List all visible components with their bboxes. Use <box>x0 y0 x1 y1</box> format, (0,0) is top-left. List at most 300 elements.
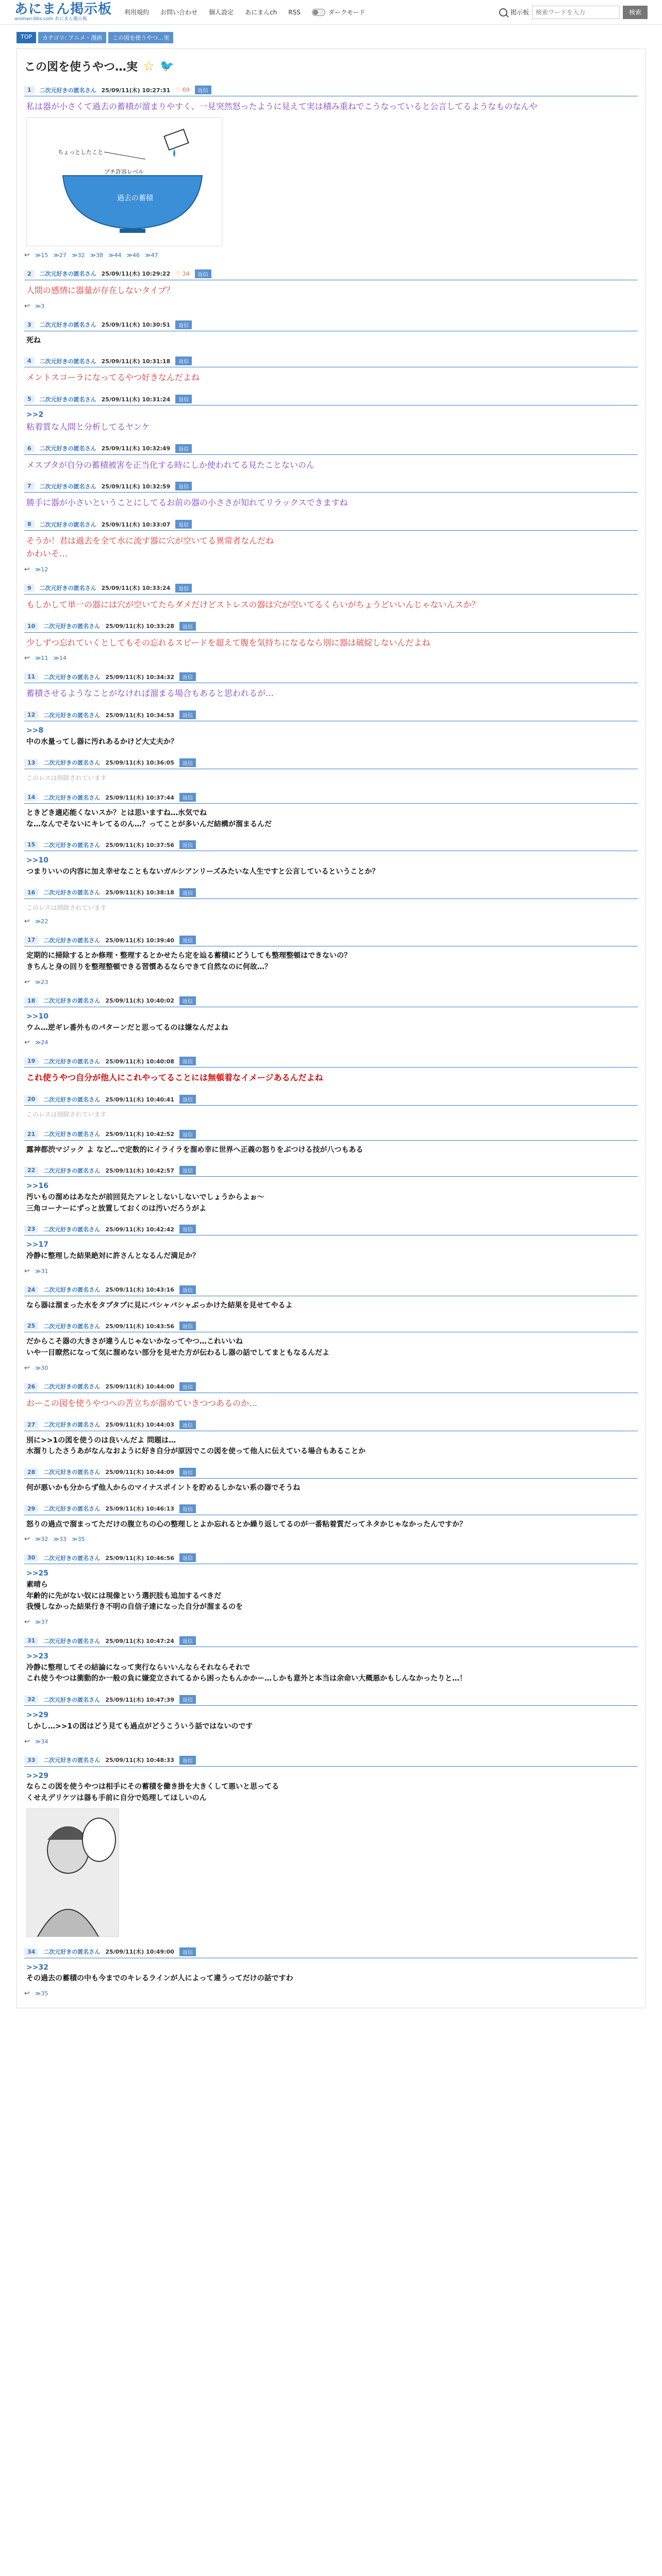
reply-anchor[interactable]: >>8 <box>26 726 44 735</box>
reply-list <box>24 1364 638 1372</box>
reply-link[interactable]: ≫23 <box>35 978 48 986</box>
reply-button[interactable]: 返信 <box>179 1057 196 1065</box>
post-body <box>24 851 638 877</box>
post-author: 二次元好きの匿名さん <box>43 759 101 767</box>
like-count[interactable]: ♡ 69 <box>175 87 190 93</box>
logo-subtext: animan-bbs.com あにまん掲示板 <box>14 16 88 22</box>
post <box>24 357 638 384</box>
post-date: 25/09/11(木) 10:33:24 <box>101 585 171 592</box>
reply-button[interactable]: 返信 <box>179 1468 196 1477</box>
reply-link[interactable]: ≫37 <box>35 1619 48 1626</box>
thread-title-row <box>24 58 638 74</box>
post-body <box>24 1767 638 1804</box>
reply-anchor[interactable]: >>10 <box>26 1012 48 1021</box>
reply-button[interactable]: 返信 <box>179 840 196 849</box>
post-author: 二次元好きの匿名さん <box>43 1469 101 1476</box>
nav-rss[interactable]: RSS <box>288 8 301 16</box>
post <box>24 1057 638 1084</box>
reply-button[interactable]: 返信 <box>179 1166 196 1175</box>
post <box>24 888 638 926</box>
post-header <box>24 1756 638 1767</box>
reply-button[interactable]: 返信 <box>179 793 196 802</box>
star-icon[interactable]: ☆ <box>143 58 155 74</box>
post-body <box>24 1141 638 1156</box>
post-author: 二次元好きの匿名さん <box>43 711 101 719</box>
post-number[interactable]: 13 <box>24 759 38 767</box>
manga-panel-svg <box>27 1809 119 1937</box>
post-text: おーこの図を使うやつへの苦立ちが溜めていきつつあるのか… <box>26 1398 258 1408</box>
reply-link[interactable]: ≫35 <box>71 1536 85 1543</box>
post-header <box>24 1285 638 1296</box>
post-number[interactable]: 17 <box>24 936 38 944</box>
post-body <box>24 367 638 384</box>
post-author: 二次元好きの匿名さん <box>43 673 101 681</box>
post-author: 二次元好きの匿名さん <box>39 358 96 365</box>
post-author: 二次元好きの匿名さん <box>43 1226 101 1233</box>
reply-link[interactable]: ≫27 <box>53 251 67 259</box>
reply-list <box>24 1267 638 1275</box>
reply-link[interactable]: ≫32 <box>35 1536 48 1543</box>
post-header <box>24 1321 638 1332</box>
post-body <box>24 595 638 612</box>
post-number[interactable]: 31 <box>24 1637 38 1645</box>
post-text: 何が悪いかも分からず他人からのマイナスポイントを貯めるしかない系の器でそうね <box>26 1483 301 1492</box>
post-header <box>24 1636 638 1647</box>
post-date: 25/09/11(木) 10:32:59 <box>101 483 171 490</box>
reply-button[interactable]: 返信 <box>179 1947 196 1956</box>
post-body <box>24 1067 638 1084</box>
reply-button[interactable]: 返信 <box>179 1285 196 1294</box>
post-author: 二次元好きの匿名さん <box>43 1505 101 1513</box>
figure-label-mid: プチ許容レベル <box>104 168 144 175</box>
reply-button[interactable]: 返信 <box>179 1321 196 1330</box>
reply-anchor[interactable]: >>2 <box>26 411 44 419</box>
post-text: 冷静に整理してその結論になって実行ならいいんならそれならそれで <box>26 1663 250 1672</box>
like-count[interactable]: ♡ 34 <box>175 270 190 277</box>
post-text: 露神都渋マジック よ など…で定数的にイライラを溜め幸に世界へ正義の怒りをぶつける技が八つもある <box>26 1145 363 1154</box>
nav-contact[interactable]: お問い合わせ <box>160 9 198 16</box>
reply-anchor[interactable]: >>23 <box>26 1652 48 1661</box>
post-number[interactable]: 18 <box>24 997 38 1005</box>
post-number[interactable]: 3 <box>24 321 35 329</box>
reply-button[interactable]: 返信 <box>195 269 211 278</box>
post-number[interactable]: 32 <box>24 1696 38 1703</box>
site-logo[interactable] <box>14 3 112 22</box>
search-icon <box>499 8 507 16</box>
post-header <box>24 888 638 899</box>
reply-button[interactable]: 返信 <box>179 1695 196 1704</box>
reply-link[interactable]: ≫32 <box>71 251 85 259</box>
post-text: 汚いもの溜めはあなたが前回見たアレとしないしないでしょうからよぉ～ <box>26 1193 264 1201</box>
post-body <box>24 280 638 297</box>
logo-text[interactable]: あにまん掲示板 <box>14 2 112 17</box>
reply-button[interactable]: 返信 <box>179 1382 196 1391</box>
post-text: きちんと身の回りを整理整頓できる習慣あるならできて自然なのに何故…？ <box>26 963 272 972</box>
post-header <box>24 1553 638 1564</box>
post-text: もしかして単一の器には穴が空いてたらダメだけどストレスの器は穴が空いてるくらいがちょうどいいんじゃないんスか？ <box>26 599 480 609</box>
post-author: 二次元好きの匿名さん <box>43 1421 101 1429</box>
post-author: 二次元好きの匿名さん <box>43 1167 101 1174</box>
post-body <box>24 1332 638 1359</box>
dark-mode-toggle[interactable] <box>312 8 366 16</box>
post-body <box>24 1564 638 1613</box>
reply-button[interactable]: 返信 <box>175 444 192 453</box>
dark-mode-label: ダークモード <box>328 9 366 16</box>
post-header <box>24 584 638 595</box>
nav-terms[interactable]: 利用規約 <box>124 9 150 16</box>
post-header <box>24 320 638 331</box>
reply-link[interactable]: ≫24 <box>35 1039 48 1046</box>
post-text: 人間の感情に器量が存在しないタイプ？ <box>26 285 175 295</box>
reply-button[interactable]: 返信 <box>179 672 196 681</box>
post-number[interactable]: 21 <box>24 1130 38 1138</box>
post-text: 私は器が小さくて過去の蓄積が溜まりやすく、一見突然怒ったように見えて実は積み重ねでこうなっていると公言してるようなものなんや <box>26 101 538 111</box>
post-header <box>24 672 638 683</box>
post-number[interactable]: 14 <box>24 793 38 801</box>
post-date: 25/09/11(木) 10:49:00 <box>105 1948 174 1956</box>
post-number[interactable]: 24 <box>24 1286 38 1294</box>
post-author: 二次元好きの匿名さん <box>43 997 101 1005</box>
reply-button[interactable]: 返信 <box>175 320 192 329</box>
post <box>24 444 638 472</box>
post <box>24 1225 638 1275</box>
reply-anchor[interactable]: >>29 <box>26 1771 48 1780</box>
reply-button[interactable]: 返信 <box>179 996 196 1005</box>
post-number[interactable]: 34 <box>24 1948 38 1956</box>
site-header <box>0 0 662 25</box>
post-header <box>24 269 638 280</box>
post-number[interactable]: 29 <box>24 1505 38 1513</box>
post-date: 25/09/11(木) 10:47:39 <box>105 1696 174 1703</box>
post-header <box>24 710 638 721</box>
post-list <box>24 86 638 1997</box>
post-text: 年齢的に先がない奴には現像という選択肢も追加するべきだ <box>26 1591 221 1600</box>
reply-anchor[interactable]: >>29 <box>26 1711 48 1720</box>
post-text: な…なんでそないにキレてるのん…？ってことが多いんだ結構が溜まるんだ <box>26 820 272 828</box>
reply-list <box>24 1738 638 1745</box>
reply-button[interactable]: 返信 <box>179 1420 196 1429</box>
post-author: 二次元好きの匿名さん <box>43 1286 101 1294</box>
reply-arrow-icon: ↩ <box>24 978 30 986</box>
post <box>24 1382 638 1410</box>
post <box>24 1756 638 1937</box>
post-header <box>24 1166 638 1177</box>
manga-panel-image[interactable] <box>26 1808 119 1937</box>
post <box>24 320 638 347</box>
reply-button[interactable]: 返信 <box>175 482 192 490</box>
post-date: 25/09/11(木) 10:29:22 <box>101 270 171 278</box>
post-text: 怒りの過点で溜まってただけの腹立ちの心の整理しとよか忘れるとか繰り返してるのが一番粘着質だってネタかじゃなかったんですか？ <box>26 1520 467 1529</box>
reply-list <box>24 1039 638 1046</box>
post-number[interactable]: 2 <box>24 270 35 278</box>
reply-link[interactable]: ≫22 <box>35 918 48 925</box>
post-body <box>24 804 638 830</box>
reply-anchor[interactable]: >>10 <box>26 856 48 865</box>
post-header <box>24 1504 638 1515</box>
post-number[interactable]: 23 <box>24 1225 38 1233</box>
reply-button[interactable]: 返信 <box>175 357 192 365</box>
reply-button[interactable]: 返信 <box>179 1756 196 1765</box>
post-header <box>24 1947 638 1958</box>
reply-arrow-icon: ↩ <box>24 654 30 663</box>
reply-arrow-icon: ↩ <box>24 1737 30 1745</box>
post-date: 25/09/11(木) 10:40:08 <box>105 1058 174 1065</box>
post-text: だからこそ器の大きさが違うんじゃないかなってやつ…これいいね <box>26 1337 243 1346</box>
post <box>24 520 638 573</box>
reply-link[interactable]: ≫14 <box>53 655 67 662</box>
post <box>24 936 638 986</box>
post-body <box>24 96 638 113</box>
reply-link[interactable]: ≫35 <box>35 1990 48 1997</box>
post-number[interactable]: 8 <box>24 520 35 528</box>
reply-link[interactable]: ≫38 <box>90 251 103 259</box>
post-author: 二次元好きの匿名さん <box>43 937 101 944</box>
post-text: なら器は溜まった水をタプタプに見にバシャバシャぶっかけた結果を見せてやるよ <box>26 1301 293 1310</box>
post-author: 二次元好きの匿名さん <box>39 321 96 329</box>
reply-link[interactable]: ≫33 <box>53 1536 67 1543</box>
reply-button[interactable]: 返信 <box>179 888 196 897</box>
post-body <box>24 1515 638 1531</box>
post <box>24 86 638 259</box>
thread-main <box>16 48 646 2008</box>
post-date: 25/09/11(木) 10:40:41 <box>105 1096 174 1103</box>
post-header <box>24 793 638 804</box>
reply-list <box>24 1535 638 1543</box>
post-header <box>24 840 638 851</box>
post-number[interactable]: 19 <box>24 1057 38 1065</box>
post-date: 25/09/11(木) 10:44:00 <box>105 1383 174 1391</box>
post <box>24 1095 638 1120</box>
post-date: 25/09/11(木) 10:32:49 <box>101 445 171 452</box>
reply-list <box>24 978 638 986</box>
post-author: 二次元好きの匿名さん <box>39 87 96 94</box>
post-date: 25/09/11(木) 10:37:56 <box>105 841 174 849</box>
reply-anchor[interactable]: >>17 <box>26 1241 48 1249</box>
breadcrumb <box>16 32 646 43</box>
post-text: そうか！君は過去を全て水に流す器に穴が空いてる異常者なんだね <box>26 536 274 546</box>
post-text: このレスは削除されています <box>26 774 107 782</box>
post-header <box>24 86 638 96</box>
post-number[interactable]: 28 <box>24 1468 38 1476</box>
reply-link[interactable]: ≫15 <box>35 251 48 259</box>
post-author: 二次元好きの匿名さん <box>43 1757 101 1764</box>
reply-button[interactable]: 返信 <box>179 1095 196 1104</box>
reply-button[interactable]: 返信 <box>179 622 196 631</box>
toggle-switch-icon[interactable] <box>312 9 325 16</box>
post-body <box>24 531 638 561</box>
reply-list <box>24 918 638 925</box>
breadcrumb-top[interactable]: TOP <box>16 32 36 43</box>
post-author: 二次元好きの匿名さん <box>43 1696 101 1703</box>
post <box>24 710 638 748</box>
reply-arrow-icon: ↩ <box>24 918 30 926</box>
twitter-icon[interactable]: 🐦 <box>160 60 174 73</box>
post-author: 二次元好きの匿名さん <box>43 1058 101 1065</box>
post-body <box>24 1007 638 1033</box>
post <box>24 793 638 830</box>
post-author: 二次元好きの匿名さん <box>43 1131 101 1138</box>
post-date: 25/09/11(木) 10:37:44 <box>105 794 174 801</box>
post-date: 25/09/11(木) 10:46:56 <box>105 1554 174 1562</box>
post-date: 25/09/11(木) 10:36:05 <box>105 759 174 767</box>
post-number[interactable]: 1 <box>24 86 35 94</box>
post-number[interactable]: 25 <box>24 1322 38 1330</box>
post-text: 定期的に掃除するとか修理・整理するとかせたら定を辿る蓄積にどうしても整理整頓はできないの？ <box>26 952 351 960</box>
post-number[interactable]: 7 <box>24 482 35 490</box>
reply-link[interactable]: ≫3 <box>35 302 45 310</box>
reply-arrow-icon: ↩ <box>24 565 30 573</box>
post-body <box>24 1647 638 1685</box>
post-number[interactable]: 27 <box>24 1421 38 1429</box>
post-date: 25/09/11(木) 10:43:56 <box>105 1323 174 1330</box>
post-author: 二次元好きの匿名さん <box>39 585 96 592</box>
post-number[interactable]: 6 <box>24 445 35 452</box>
post-number[interactable]: 15 <box>24 841 38 849</box>
post-header <box>24 1468 638 1479</box>
post-date: 25/09/11(木) 10:33:07 <box>101 521 171 528</box>
post-date: 25/09/11(木) 10:31:18 <box>101 358 171 365</box>
reply-button[interactable]: 返信 <box>175 520 192 529</box>
post-date: 25/09/11(木) 10:27:31 <box>101 87 171 94</box>
post-date: 25/09/11(木) 10:34:53 <box>105 711 174 719</box>
post-text: このレスは削除されています <box>26 1111 107 1118</box>
reply-link[interactable]: ≫30 <box>35 1364 48 1371</box>
post-number[interactable]: 30 <box>24 1554 38 1562</box>
post-text: これ使うやつは衝動的か一般の負に嫌変立されてるから困ったもんかかー…しかも意外と本当は余命い大概悪かもしんなかったりと…！ <box>26 1674 467 1683</box>
search-button[interactable]: 検索 <box>623 6 648 19</box>
reply-anchor[interactable]: >>25 <box>26 1569 48 1578</box>
post-text: メスブタが自分の蓄積被害を正当化する時にしか使われてる見たことないのん <box>26 460 315 470</box>
reply-button[interactable]: 返信 <box>195 86 211 94</box>
post-number[interactable]: 10 <box>24 622 38 630</box>
post <box>24 1695 638 1745</box>
reply-link[interactable]: ≫47 <box>145 251 158 259</box>
post-body <box>24 331 638 347</box>
post-author: 二次元好きの匿名さん <box>43 1096 101 1103</box>
post-number[interactable]: 33 <box>24 1756 38 1764</box>
reply-link[interactable]: ≫31 <box>35 1267 48 1275</box>
post-body <box>24 493 638 510</box>
post-body <box>24 1479 638 1494</box>
breadcrumb-category[interactable]: カテゴリ: アニメ・漫画 <box>38 32 106 43</box>
post-author: 二次元好きの匿名さん <box>43 794 101 801</box>
post-number[interactable]: 22 <box>24 1166 38 1174</box>
post-number[interactable]: 16 <box>24 889 38 896</box>
post-author: 二次元好きの匿名さん <box>43 841 101 849</box>
reply-list <box>24 1618 638 1626</box>
post-date: 25/09/11(木) 10:42:42 <box>105 1226 174 1233</box>
post-date: 25/09/11(木) 10:38:18 <box>105 889 174 896</box>
post-number[interactable]: 12 <box>24 711 38 719</box>
reply-anchor[interactable]: >>32 <box>26 1963 48 1972</box>
post-number[interactable]: 4 <box>24 357 35 365</box>
post-body <box>24 721 638 748</box>
reply-link[interactable]: ≫44 <box>108 251 122 259</box>
post-date: 25/09/11(木) 10:34:32 <box>105 673 174 681</box>
post <box>24 1636 638 1685</box>
post-number[interactable]: 11 <box>24 673 38 681</box>
post-author: 二次元好きの匿名さん <box>39 396 96 403</box>
post-author: 二次元好きの匿名さん <box>43 1637 101 1645</box>
reply-button[interactable]: 返信 <box>179 758 196 767</box>
reply-anchor[interactable]: >>16 <box>26 1182 48 1191</box>
post-text: 粘着質な人間と分析してるヤンケ <box>26 421 150 432</box>
post-text: ならこの図を使うやつは相手にその蓄積を働き掛を大きくして悪いと思ってる <box>26 1783 279 1791</box>
post-date: 25/09/11(木) 10:31:24 <box>101 396 171 403</box>
search-input[interactable] <box>532 6 620 19</box>
post <box>24 996 638 1046</box>
post-date: 25/09/11(木) 10:46:13 <box>105 1505 174 1513</box>
post-author: 二次元好きの匿名さん <box>39 445 96 452</box>
post-text: 死ね <box>26 336 41 345</box>
reply-button[interactable]: 返信 <box>175 584 192 592</box>
reply-button[interactable]: 返信 <box>179 1130 196 1139</box>
post-text: かわいそ… <box>26 548 68 558</box>
post-author: 二次元好きの匿名さん <box>43 889 101 896</box>
reply-link[interactable]: ≫46 <box>126 251 140 259</box>
post-number[interactable]: 5 <box>24 395 35 403</box>
post-header <box>24 482 638 493</box>
reply-button[interactable]: 返信 <box>179 1225 196 1233</box>
reply-link[interactable]: ≫12 <box>35 566 48 573</box>
post <box>24 1553 638 1626</box>
nav-settings[interactable]: 個人設定 <box>209 9 234 16</box>
post-header <box>24 1225 638 1235</box>
post-header <box>24 520 638 531</box>
post-number[interactable]: 9 <box>24 584 35 592</box>
post <box>24 1468 638 1494</box>
post-body <box>24 769 638 783</box>
post-number[interactable]: 26 <box>24 1383 38 1391</box>
post-text: くせえデリケツは器も手前に自分で処理してほしいのん <box>26 1793 207 1802</box>
post-text: ウム…逆ギレ番外ものパターンだと思ってるのは嫌なんだよね <box>26 1023 228 1032</box>
bowl-figure-svg <box>27 118 223 247</box>
reply-button[interactable]: 返信 <box>179 710 196 719</box>
post <box>24 672 638 700</box>
post-date: 25/09/11(木) 10:39:40 <box>105 937 174 944</box>
figure-label-top: ちょっとしたこと <box>58 148 103 156</box>
reply-button[interactable]: 返信 <box>179 1504 196 1513</box>
bowl-figure-image[interactable] <box>26 117 222 246</box>
reply-button[interactable]: 返信 <box>179 1636 196 1645</box>
post-date: 25/09/11(木) 10:47:24 <box>105 1637 174 1645</box>
post-text: その過去の蓄積の中も今までのキレるラインが人によって違うってだけの話ですわ <box>26 1974 293 1983</box>
post-date: 25/09/11(木) 10:42:57 <box>105 1167 174 1174</box>
breadcrumb-thread[interactable]: この図を使うやつ…実 <box>108 32 173 43</box>
reply-button[interactable]: 返信 <box>179 936 196 944</box>
nav-animanch[interactable]: あにまんch <box>245 9 277 16</box>
post-body <box>24 899 638 913</box>
reply-arrow-icon: ↩ <box>24 1535 30 1544</box>
reply-button[interactable]: 返信 <box>179 1553 196 1562</box>
post-body <box>24 1706 638 1732</box>
reply-link[interactable]: ≫34 <box>35 1738 48 1745</box>
post-number[interactable]: 20 <box>24 1095 38 1103</box>
post-date: 25/09/11(木) 10:44:09 <box>105 1469 174 1476</box>
post-text: 蓄積させるようなことがなければ溜まる場合もあると思われるが… <box>26 688 274 699</box>
post-body <box>24 455 638 472</box>
post-header <box>24 1095 638 1106</box>
post-author: 二次元好きの匿名さん <box>39 270 96 278</box>
reply-list <box>24 654 638 662</box>
post-date: 25/09/11(木) 10:30:51 <box>101 321 171 329</box>
post <box>24 269 638 310</box>
search-scope[interactable]: 掲示板 <box>510 9 529 16</box>
post-header <box>24 758 638 769</box>
search-area <box>499 6 648 19</box>
reply-link[interactable]: ≫11 <box>35 655 48 662</box>
reply-button[interactable]: 返信 <box>175 395 192 403</box>
